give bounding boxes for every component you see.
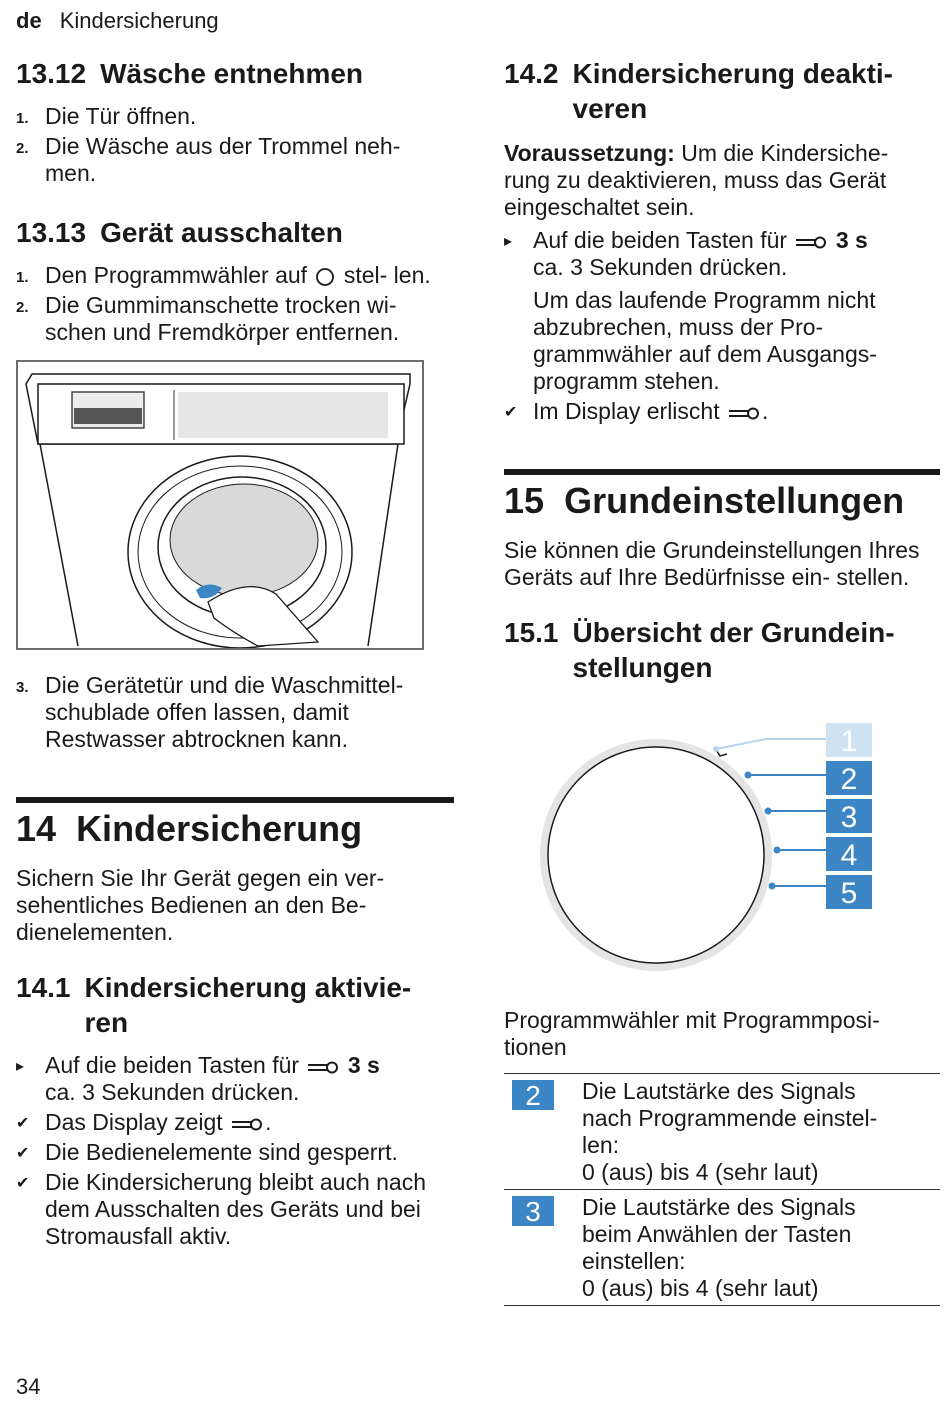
checkmark-icon: ✔: [16, 1175, 30, 1192]
section-14: [16, 797, 454, 851]
dial-label-2: 2: [840, 763, 858, 796]
position-badge: 3: [512, 1196, 554, 1226]
heading-14-1: 14.1 Kindersicherung aktivie- ren: [16, 972, 412, 1038]
dial-label-4: 4: [840, 839, 858, 872]
key-lock-icon: [307, 1059, 339, 1075]
steps-13-13-cont: [16, 672, 454, 753]
key-lock-icon: [795, 234, 827, 250]
washing-machine-drum-icon: [18, 362, 422, 648]
action-item: ▸ Auf die beiden Tasten für 3 s ca. 3 Sekunden drücken.: [504, 227, 868, 280]
left-column: [16, 56, 454, 1253]
page-header: [16, 8, 219, 34]
header-section: Kindersicherung: [59, 8, 219, 33]
heading-14-2: 14.2 Kindersicherung deakti- veren: [504, 58, 894, 124]
result-item: ✔ Die Bedienelemente sind gesperrt.: [16, 1139, 398, 1165]
right-column: [504, 56, 940, 1306]
settings-table: [504, 1073, 940, 1306]
step-item: 3. Die Gerätetür und die Waschmittel- schublade offen lassen, damit Restwasser abtrocknen kann.: [16, 672, 404, 752]
result-item: ✔ Die Kindersicherung bleibt auch nach dem Ausschalten des Geräts und bei Stromausfall aktiv.: [16, 1169, 427, 1249]
intro-15: Sie können die Grundeinstellungen Ihres Geräts auf Ihre Bedürfnisse ein- stellen.: [504, 537, 920, 590]
program-selector-dial-icon: [504, 723, 940, 1003]
step-item: 2. Die Wäsche aus der Trommel neh- men.: [16, 133, 401, 186]
result-item: ✔ Im Display erlischt .: [504, 398, 769, 424]
off-circle-icon: [315, 267, 335, 287]
heading-15: 15 Grundeinstellungen: [504, 480, 905, 521]
section-15: [504, 469, 940, 523]
results-14-2: [504, 398, 940, 425]
heading-13-13: 13.13 Gerät ausschalten: [16, 217, 343, 248]
washer-illustration: [16, 360, 424, 650]
checkmark-icon: ✔: [16, 1115, 30, 1132]
heading-14: 14 Kindersicherung: [16, 808, 363, 849]
dial-label-3: 3: [840, 801, 858, 834]
key-lock-icon: [728, 405, 760, 421]
page-number: 34: [16, 1374, 41, 1399]
action-item: ▸ Auf die beiden Tasten für 3 s ca. 3 Sekunden drücken.: [16, 1052, 380, 1105]
program-dial-figure: [504, 723, 940, 1003]
setting-range: 0 (aus) bis 4 (sehr laut): [582, 1159, 819, 1185]
setting-description: Die Lautstärke des Signals nach Programmende einstel- len:: [582, 1078, 878, 1158]
position-badge: 2: [512, 1080, 554, 1110]
note-14-2: Um das laufende Programm nicht abzubrechen, muss der Pro- grammwähler auf dem Ausgangs- programm stehen.: [533, 287, 877, 394]
language-code: de: [16, 8, 42, 33]
actions-14-1: [16, 1052, 454, 1250]
action-arrow-icon: ▸: [16, 1058, 25, 1075]
dial-caption: Programmwähler mit Programmposi- tionen: [504, 1007, 880, 1060]
intro-14: Sichern Sie Ihr Gerät gegen ein ver- sehentliches Bedienen an den Be- dienelementen.: [16, 865, 385, 945]
dial-label-5: 5: [840, 877, 858, 910]
result-item: ✔ Das Display zeigt .: [16, 1109, 272, 1135]
checkmark-icon: ✔: [504, 404, 518, 421]
steps-13-13: [16, 262, 454, 346]
step-item: 1. Die Tür öffnen.: [16, 103, 197, 129]
heading-15-1: 15.1 Übersicht der Grundein- stellungen: [504, 617, 895, 683]
action-arrow-icon: ▸: [504, 233, 513, 250]
checkmark-icon: ✔: [16, 1145, 30, 1162]
key-lock-icon: [231, 1116, 263, 1132]
step-item: 2. Die Gummimanschette trocken wi- schen und Fremdkörper entfernen.: [16, 292, 400, 345]
actions-14-2: [504, 227, 940, 281]
table-row: [504, 1190, 940, 1306]
table-row: [504, 1074, 940, 1190]
setting-description: Die Lautstärke des Signals beim Anwählen der Tasten einstellen:: [582, 1194, 856, 1274]
step-item: 1. Den Programmwähler auf stel- len.: [16, 262, 431, 288]
heading-13-12: 13.12 Wäsche entnehmen: [16, 58, 364, 89]
prerequisite: Voraussetzung: Um die Kindersiche- rung zu deaktivieren, muss das Gerät eingeschaltet sein.: [504, 140, 889, 220]
dial-label-1: 1: [840, 725, 858, 758]
setting-range: 0 (aus) bis 4 (sehr laut): [582, 1275, 819, 1301]
steps-13-12: [16, 103, 454, 187]
